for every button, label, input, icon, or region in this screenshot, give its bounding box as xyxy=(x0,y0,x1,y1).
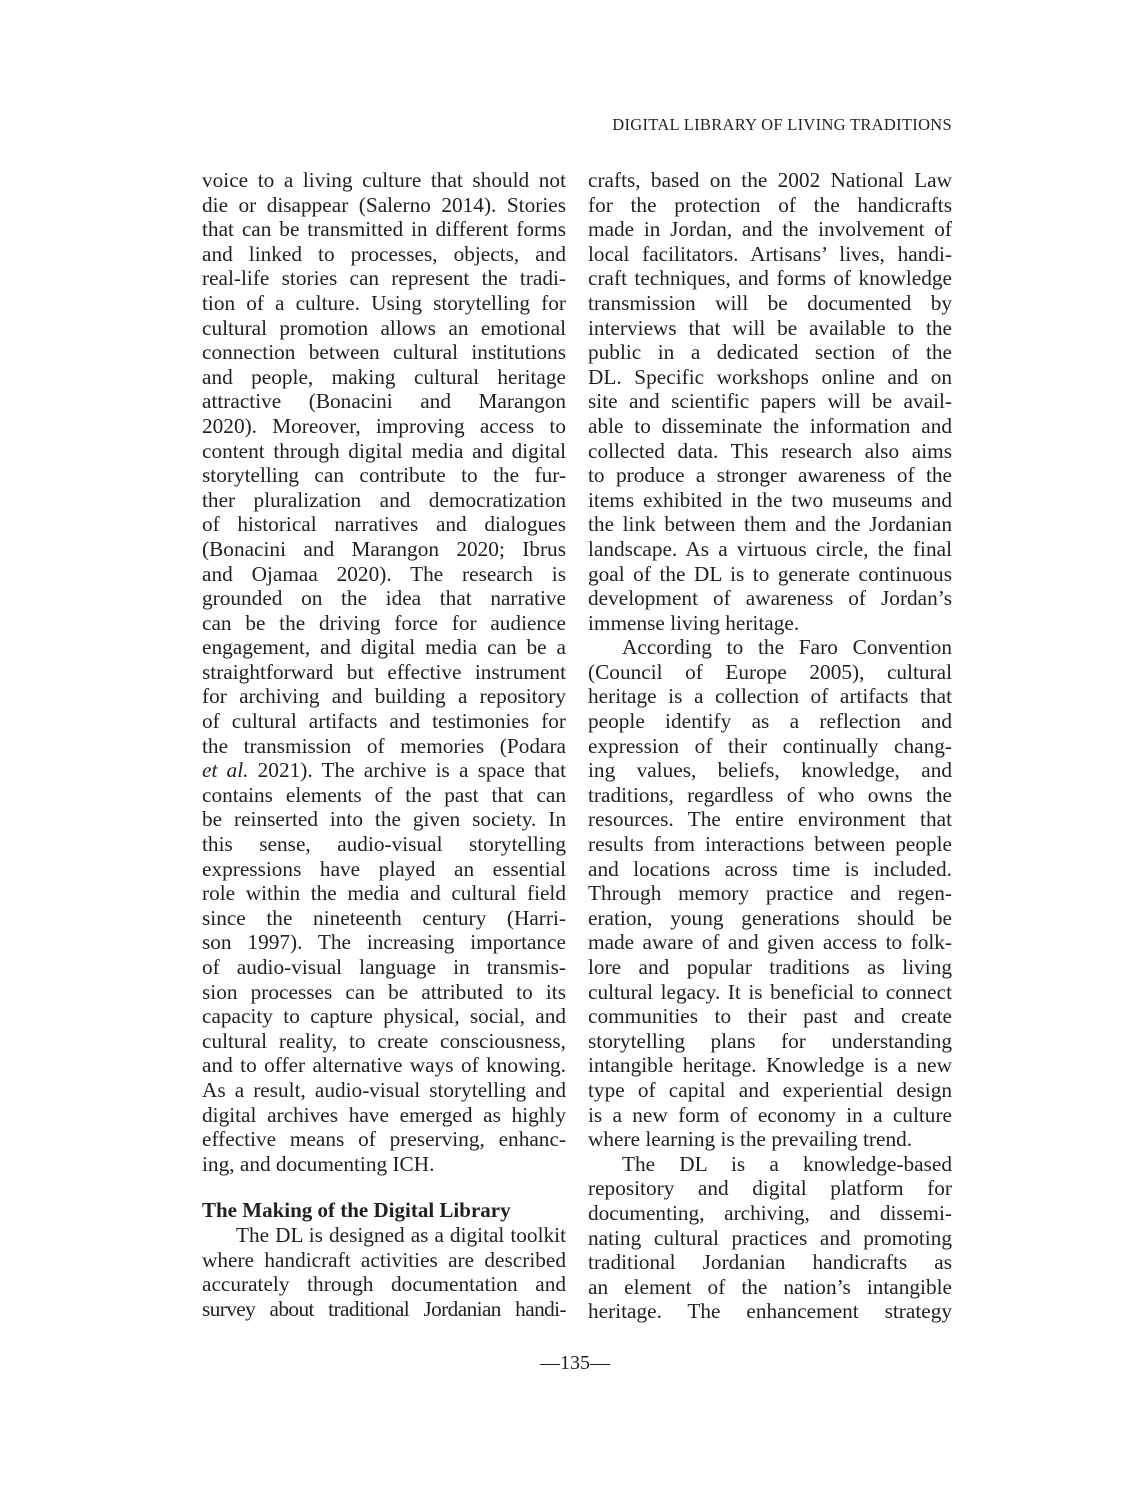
text-line: and linked to processes, objects, and xyxy=(202,241,566,266)
text-line: where learning is the prevailing trend. xyxy=(588,1127,913,1152)
text-line-rest: 2021). The archive is a space that xyxy=(257,758,567,783)
text-line: landscape. As a virtuous circle, the final xyxy=(588,536,952,561)
text-line: craft techniques, and forms of knowledge xyxy=(588,266,952,291)
text-line: lore and popular traditions as living xyxy=(588,955,952,979)
text-line: capacity to capture physical, social, and xyxy=(202,1004,566,1029)
text-line: interviews that will be available to the xyxy=(588,315,952,340)
text-line: people identify as a reflection and xyxy=(588,709,952,734)
text-line: public in a dedicated section of the xyxy=(588,340,952,365)
text-line: accurately through documentation and xyxy=(202,1272,566,1297)
text-line: The DL is designed as a digital toolkit xyxy=(236,1222,566,1247)
text-line: nating cultural practices and promoting xyxy=(588,1225,952,1250)
text-line: cultural reality, to create consciousness, xyxy=(202,1028,566,1053)
text-line: 2020). Moreover, improving access to xyxy=(202,413,566,438)
text-line: heritage is a collection of artifacts that xyxy=(588,684,952,709)
text-line: DL. Specific workshops online and on xyxy=(588,364,952,389)
text-line: ing, and documenting ICH. xyxy=(202,1151,435,1176)
text-line: die or disappear (Salerno 2014). Stories xyxy=(202,192,566,217)
page-number: —135— xyxy=(540,1352,610,1374)
text-line: and Ojamaa 2020). The research is xyxy=(202,561,566,586)
text-line: to produce a stronger awareness of the xyxy=(588,463,952,488)
text-line: (Bonacini and Marangon 2020; Ibrus xyxy=(202,536,566,561)
text-line: engagement, and digital media can be a xyxy=(202,635,566,660)
text-line: content through digital media and digital xyxy=(202,438,566,463)
text-line: grounded on the idea that narrative xyxy=(202,586,566,611)
text-line: immense living heritage. xyxy=(588,610,800,635)
text-line: since the nineteenth century (Harri- xyxy=(202,905,566,930)
text-line: can be the driving force for audience xyxy=(202,610,566,635)
text-line: traditions, regardless of who owns the xyxy=(588,782,952,807)
text-line: connection between cultural institutions xyxy=(202,340,566,365)
running-header: DIGITAL LIBRARY OF LIVING TRADITIONS xyxy=(612,115,952,134)
text-line: results from interactions between people xyxy=(588,832,952,857)
text-line: be reinserted into the given society. In xyxy=(202,807,566,832)
text-line: ther pluralization and democratization xyxy=(202,487,566,512)
text-line: development of awareness of Jordan’s xyxy=(588,586,952,611)
text-line: cultural promotion allows an emotional xyxy=(202,315,566,340)
text-line: straightforward but effective instrument xyxy=(202,659,566,684)
text-line: collected data. This research also aims xyxy=(588,438,952,463)
text-line: The DL is a knowledge-based xyxy=(622,1151,952,1176)
text-line: for archiving and building a repository xyxy=(202,684,566,709)
text-line: sion processes can be attributed to its xyxy=(202,979,566,1004)
text-line: made aware of and given access to folk- xyxy=(588,930,952,955)
text-line: expressions have played an essential xyxy=(202,856,566,881)
right-column xyxy=(588,168,952,1324)
text-line: cultural legacy. It is beneficial to connect xyxy=(588,979,952,1004)
text-line: resources. The entire environment that xyxy=(588,807,952,832)
text-line: and to offer alternative ways of knowing. xyxy=(202,1053,566,1078)
text-line: storytelling can contribute to the fur- xyxy=(202,463,566,488)
text-line: (Council of Europe 2005), cultural xyxy=(588,659,952,684)
text-line: and people, making cultural heritage xyxy=(202,364,566,389)
text-line: of audio-visual language in transmis- xyxy=(202,955,566,979)
text-line: that can be transmitted in different forms xyxy=(202,217,566,242)
text-line: the link between them and the Jordanian xyxy=(588,512,952,537)
text-line: real-life stories can represent the tradi- xyxy=(202,266,566,291)
text-line: communities to their past and create xyxy=(588,1004,952,1029)
text-line: for the protection of the handicrafts xyxy=(588,192,952,217)
text-line: survey about traditional Jordanian handi- xyxy=(202,1296,566,1321)
text-line: storytelling plans for understanding xyxy=(588,1028,952,1053)
text-line: contains elements of the past that can xyxy=(202,782,566,807)
text-line: an element of the nation’s intangible xyxy=(588,1274,952,1299)
text-line: eration, young generations should be xyxy=(588,905,952,930)
text-line: tion of a culture. Using storytelling for xyxy=(202,290,566,315)
text-line: the transmission of memories (Podara xyxy=(202,733,566,758)
text-line: role within the media and cultural field xyxy=(202,881,566,906)
text-line: attractive (Bonacini and Marangon xyxy=(202,389,566,414)
text-line-with-citation xyxy=(202,758,566,783)
text-line: effective means of preserving, enhanc- xyxy=(202,1127,566,1152)
text-line: voice to a living culture that should not xyxy=(202,168,566,192)
text-line: As a result, audio-visual storytelling and xyxy=(202,1077,566,1102)
left-column xyxy=(202,168,566,1321)
text-line: made in Jordan, and the involvement of xyxy=(588,217,952,242)
text-line: transmission will be documented by xyxy=(588,290,952,315)
text-line: repository and digital platform for xyxy=(588,1176,952,1201)
text-line: site and scientific papers will be avail- xyxy=(588,389,952,414)
text-line: this sense, audio-visual storytelling xyxy=(202,832,566,857)
text-line: where handicraft activities are described xyxy=(202,1247,566,1272)
text-line: of historical narratives and dialogues xyxy=(202,512,566,537)
text-line: of cultural artifacts and testimonies for xyxy=(202,709,566,734)
text-line: According to the Faro Convention xyxy=(622,635,952,660)
text-line: heritage. The enhancement strategy xyxy=(588,1299,952,1324)
text-line: Through memory practice and regen- xyxy=(588,881,952,906)
text-line: expression of their continually chang- xyxy=(588,733,952,758)
text-line: is a new form of economy in a culture xyxy=(588,1102,952,1127)
section-heading: The Making of the Digital Library xyxy=(202,1198,511,1223)
text-line: able to disseminate the information and xyxy=(588,413,952,438)
text-line: son 1997). The increasing importance xyxy=(202,930,566,955)
text-line: documenting, archiving, and dissemi- xyxy=(588,1200,952,1225)
text-line: type of capital and experiential design xyxy=(588,1077,952,1102)
text-line: digital archives have emerged as highly xyxy=(202,1102,566,1127)
text-line: items exhibited in the two museums and xyxy=(588,487,952,512)
text-line: goal of the DL is to generate continuous xyxy=(588,561,952,586)
text-line: local facilitators. Artisans’ lives, handi- xyxy=(588,241,952,266)
text-line: and locations across time is included. xyxy=(588,856,952,881)
text-line: ing values, beliefs, knowledge, and xyxy=(588,758,952,783)
italic-et-al: et al. xyxy=(202,758,249,783)
text-line: traditional Jordanian handicrafts as xyxy=(588,1250,952,1275)
text-line: intangible heritage. Knowledge is a new xyxy=(588,1053,952,1078)
text-line: crafts, based on the 2002 National Law xyxy=(588,168,952,192)
